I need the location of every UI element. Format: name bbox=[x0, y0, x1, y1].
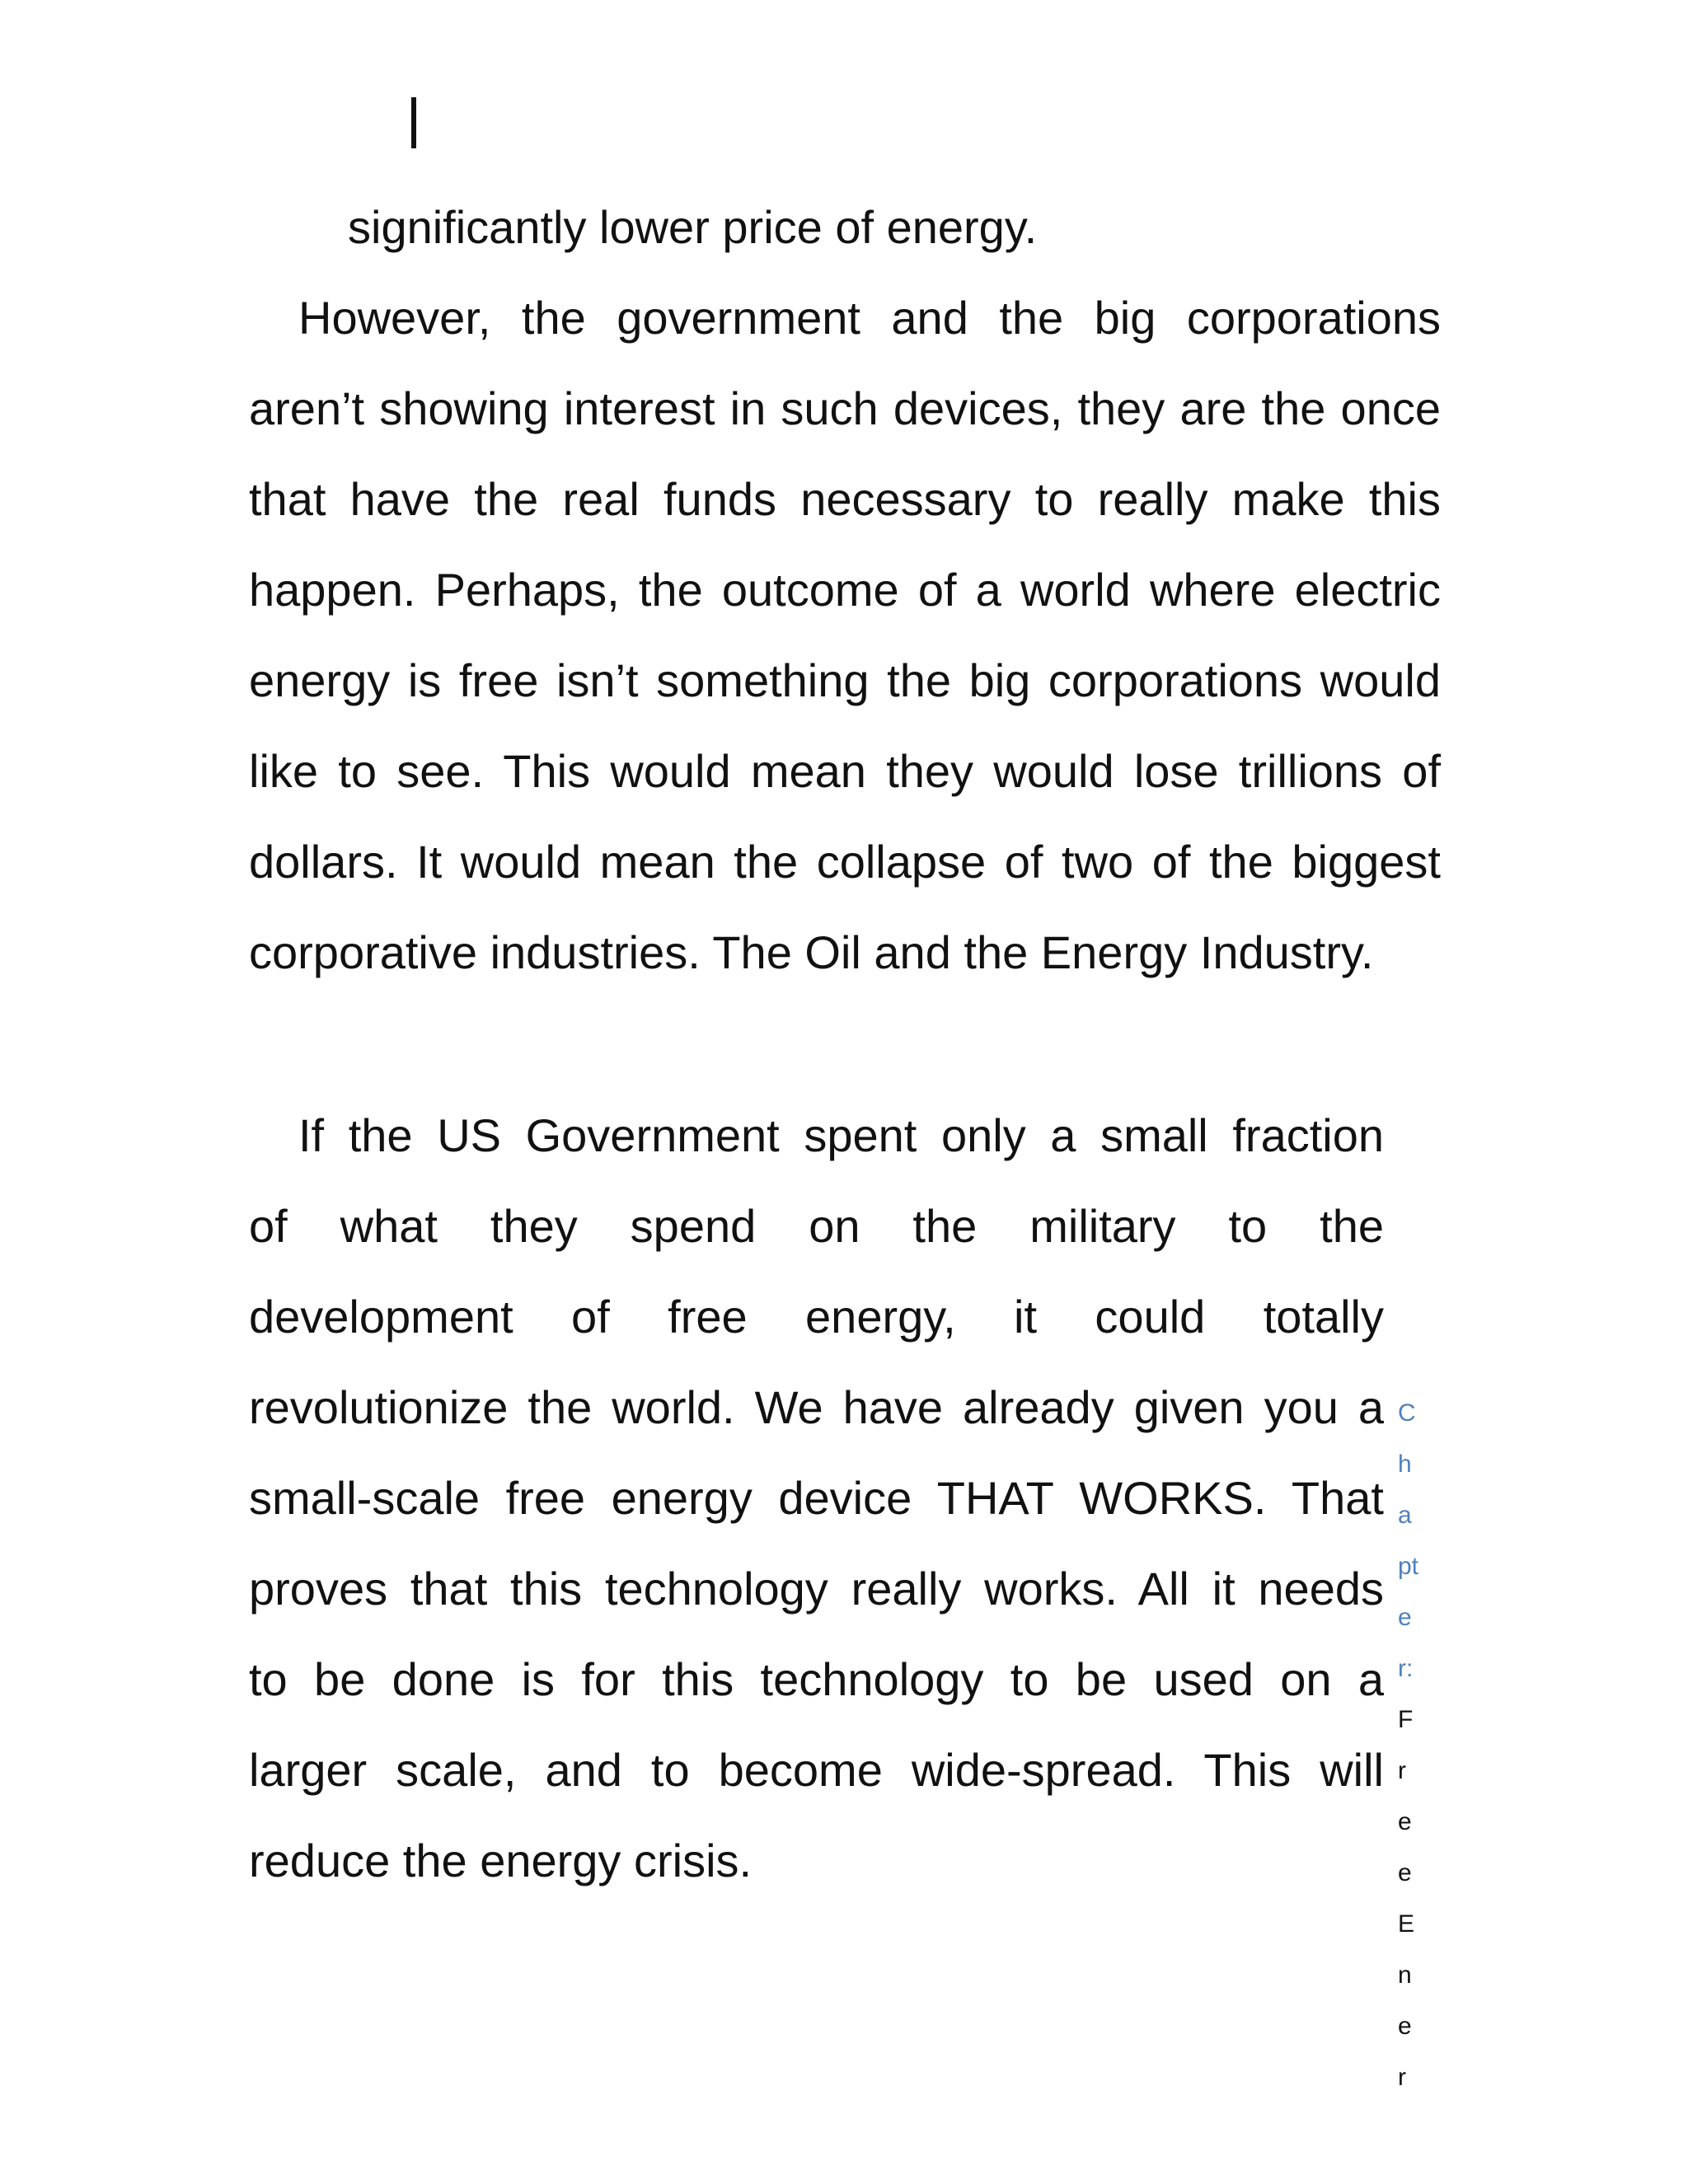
paragraph-2-line-3: that have the real funds necessary to really make this bbox=[249, 473, 1441, 525]
paragraph-2-line-7: dollars. It would mean the collapse of two of the biggest bbox=[249, 836, 1441, 888]
paragraph-3-line-5: small-scale free energy device THAT WORKS. That bbox=[249, 1472, 1384, 1524]
paragraph-2-line-2: aren’t showing interest in such devices, they are the once bbox=[249, 382, 1441, 434]
sidebar-chapter-link-char[interactable]: r: bbox=[1398, 1655, 1414, 1682]
paragraph-3-line-9: reduce the energy crisis. bbox=[249, 1835, 753, 1886]
sidebar-chapter-link-char[interactable]: e bbox=[1398, 1604, 1412, 1631]
chapter-sidebar bbox=[1398, 1388, 1421, 2103]
sidebar-chapter-title-char: r bbox=[1398, 1757, 1406, 1784]
paragraph-2-line-8: corporative industries. The Oil and the Energy Industry. bbox=[249, 926, 1374, 978]
paragraph-1-line-1: significantly lower price of energy. bbox=[348, 201, 1038, 253]
paragraph-3-line-7: to be done is for this technology to be used on a bbox=[249, 1653, 1384, 1705]
paragraph-3-line-1: If the US Government spent only a small fraction bbox=[298, 1109, 1384, 1161]
paragraph-3-line-2: of what they spend on the military to the bbox=[249, 1200, 1384, 1252]
sidebar-chapter-title-char: E bbox=[1398, 1910, 1415, 1938]
sidebar-chapter-link-char[interactable]: pt bbox=[1398, 1553, 1419, 1580]
text-cursor bbox=[411, 97, 416, 148]
paragraph-3-line-6: proves that this technology really works. All it needs bbox=[249, 1563, 1384, 1615]
sidebar-chapter-link-char[interactable]: a bbox=[1398, 1502, 1412, 1529]
sidebar-chapter-title-char: e bbox=[1398, 1808, 1412, 1835]
paragraph-3-line-4: revolutionize the world. We have already given you a bbox=[249, 1381, 1384, 1433]
sidebar-chapter-title-char: e bbox=[1398, 1859, 1412, 1886]
paragraph-3-line-8: larger scale, and to become wide-spread. This will bbox=[249, 1744, 1384, 1796]
sidebar-chapter-title-char: n bbox=[1398, 1961, 1412, 1989]
paragraph-3-line-3: development of free energy, it could totally bbox=[249, 1291, 1384, 1343]
paragraph-2-line-6: like to see. This would mean they would lose trillions of bbox=[249, 745, 1441, 797]
paragraph-2-line-4: happen. Perhaps, the outcome of a world where electric bbox=[249, 564, 1441, 616]
sidebar-chapter-link-char[interactable]: C bbox=[1398, 1399, 1416, 1427]
paragraph-2-line-1: However, the government and the big corporations bbox=[298, 292, 1441, 344]
sidebar-chapter-title-char: e bbox=[1398, 2013, 1412, 2040]
sidebar-chapter-link-char[interactable]: h bbox=[1398, 1451, 1412, 1478]
sidebar-chapter-title-char: r bbox=[1398, 2064, 1406, 2091]
sidebar-chapter-title-char: F bbox=[1398, 1706, 1414, 1733]
paragraph-2-line-5: energy is free isn’t something the big corporations would bbox=[249, 654, 1441, 706]
